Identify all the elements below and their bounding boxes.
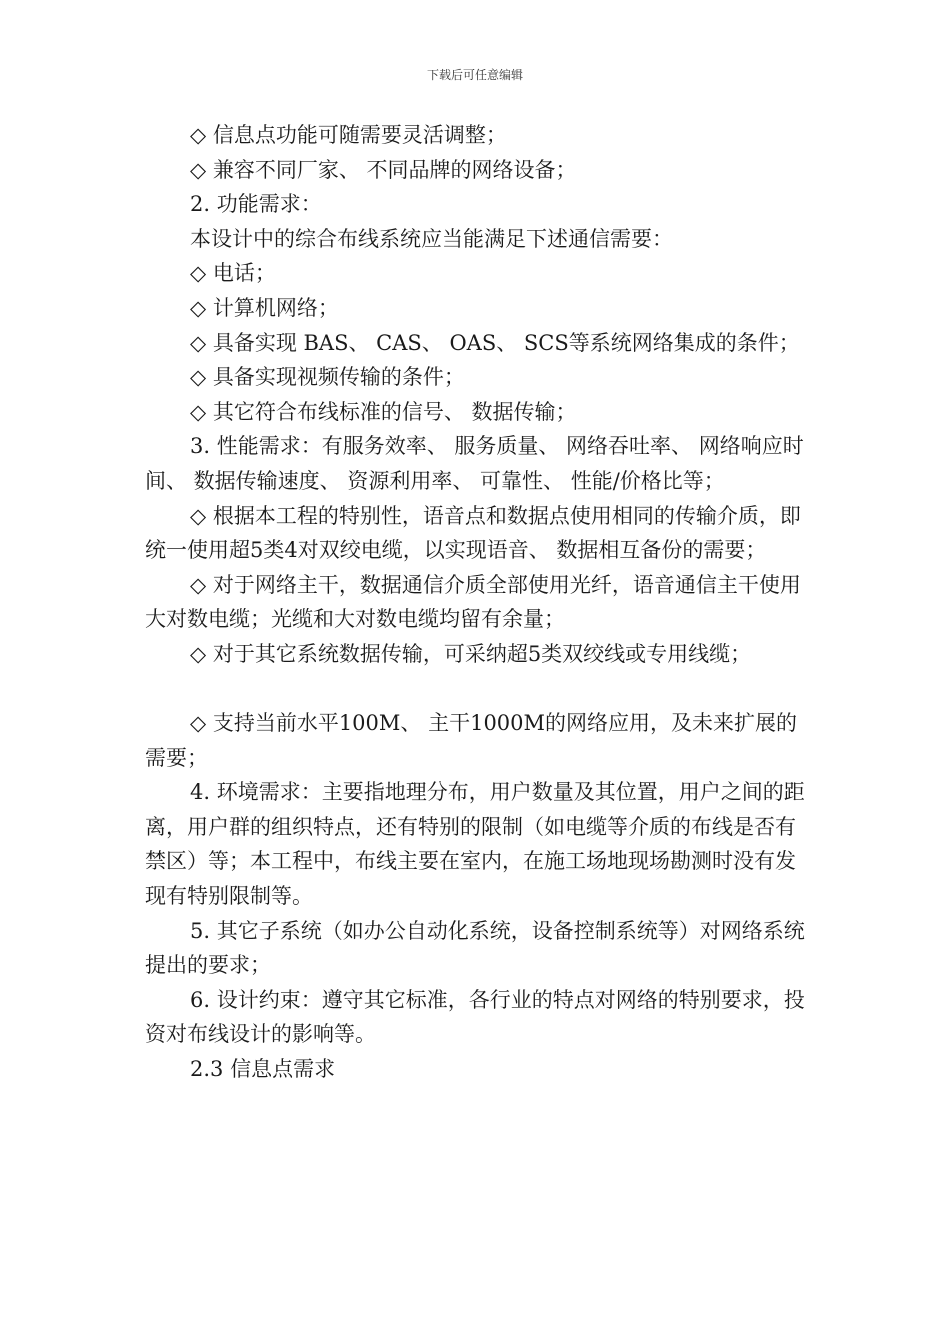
bullet-item: ◇ 信息点功能可随需要灵活调整； (190, 123, 507, 147)
bullet-item: ◇ 电话； (190, 261, 276, 286)
section-heading: 2.3 信息点需求 (190, 1057, 336, 1082)
bullet-item: ◇ 计算机网络； (190, 295, 339, 320)
section-paragraph: 6. 设计约束：遵守其它标准，各行业的特点对网络的特别要求，投资对布线设计的影响等。 (145, 987, 805, 1047)
bullet-item: ◇ 其它符合布线标准的信号、 数据传输； (190, 399, 577, 424)
bullet-item: ◇ 支持当前水平100M、 主干1000M的网络应用，及未来扩展的需要； (145, 711, 798, 770)
document-body (145, 118, 813, 1087)
bullet-item: ◇ 对于其它系统数据传输，可采纳超5类双绞线或专用线缆； (190, 641, 752, 666)
section-paragraph: 4. 环境需求：主要指地理分布，用户数量及其位置，用户之间的距离，用户群的组织特点，还有特别的限制（如电缆等介质的布线是否有禁区）等；本工程中，布线主要在室内，在施工场地现场勘测时没有发现有特别限制等。 (145, 780, 805, 909)
section-paragraph: 5. 其它子系统（如办公自动化系统，设备控制系统等）对网络系统提出的要求； (145, 918, 805, 978)
bullet-item: ◇ 具备实现 BAS、 CAS、 OAS、 SCS等系统网络集成的条件； (190, 330, 800, 355)
section-heading: 2. 功能需求： (190, 192, 322, 217)
bullet-item: ◇ 根据本工程的特别性，语音点和数据点使用相同的传输介质，即统一使用超5类4对双绞电缆，以实现语音、 数据相互备份的需要； (145, 503, 801, 563)
blank-line (145, 672, 813, 707)
body-paragraph: 本设计中的综合布线系统应当能满足下述通信需要： (190, 226, 673, 251)
bullet-item: ◇ 对于网络主干，数据通信介质全部使用光纤，语音通信主干使用大对数电缆；光缆和大对数电缆均留有余量； (145, 572, 801, 632)
bullet-item: ◇ 具备实现视频传输的条件； (190, 365, 465, 390)
bullet-item: ◇ 兼容不同厂家、 不同品牌的网络设备； (190, 157, 577, 182)
section-paragraph: 3. 性能需求：有服务效率、 服务质量、 网络吞吐率、 网络响应时间、 数据传输速度、 资源利用率、 可靠性、 性能/价格比等； (145, 434, 804, 493)
page-header: 下载后可任意编辑 (426, 68, 523, 82)
